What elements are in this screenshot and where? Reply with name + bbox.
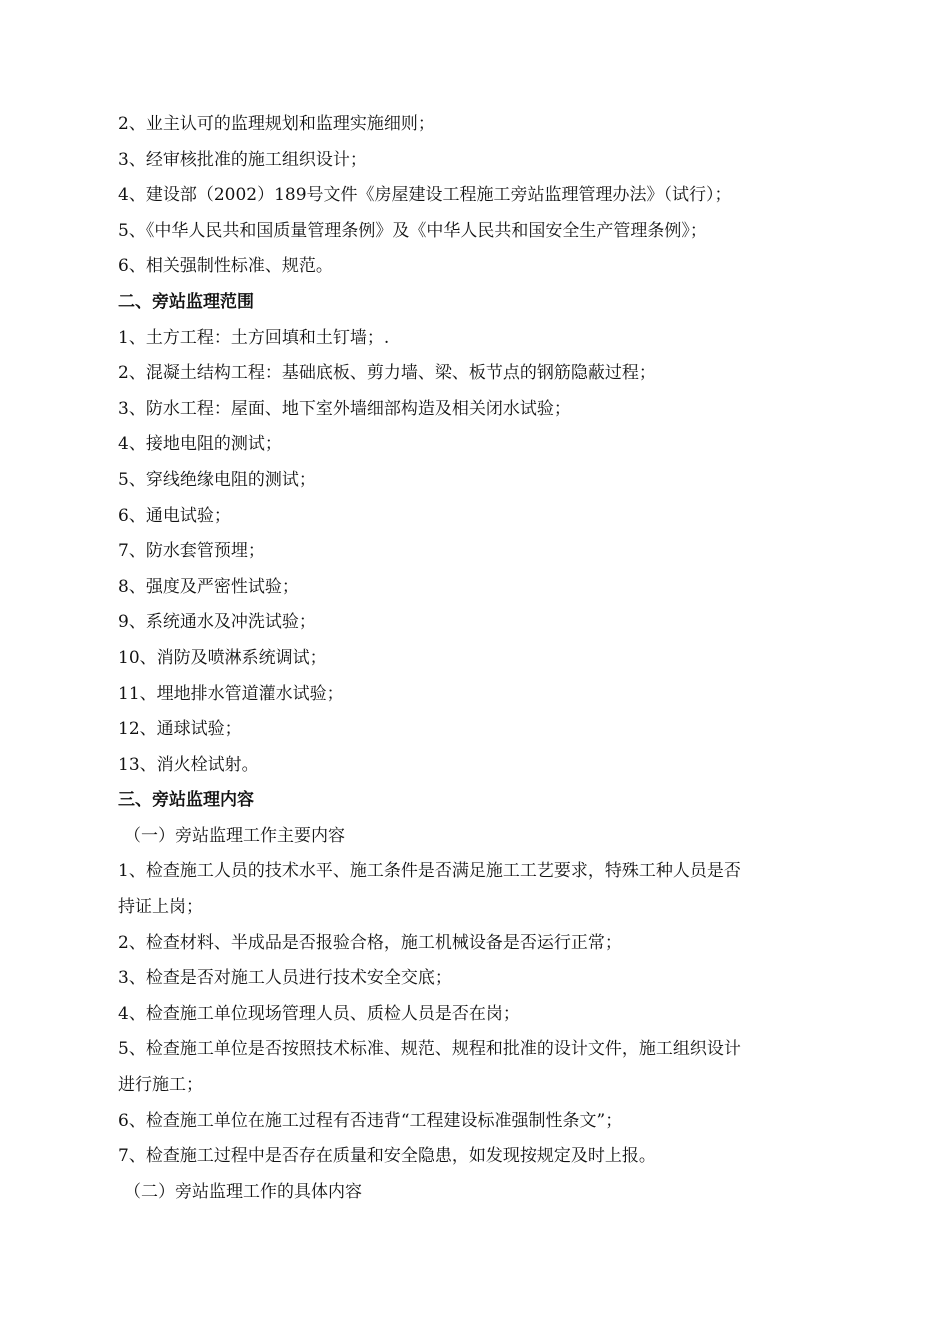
- text-line: 8、强度及严密性试验；: [118, 576, 299, 597]
- subsection-heading: （二）旁站监理工作的具体内容: [124, 1181, 362, 1202]
- text-line: 1、检查施工人员的技术水平、施工条件是否满足施工工艺要求，特殊工种人员是否: [118, 861, 741, 882]
- text-line: 11、埋地排水管道灌水试验；: [118, 683, 344, 704]
- text-line: 1、土方工程：土方回填和土钉墙；.: [118, 327, 390, 348]
- text-line: 2、混凝土结构工程：基础底板、剪力墙、梁、板节点的钢筋隐蔽过程；: [118, 363, 656, 384]
- section-heading: 二、旁站监理范围: [118, 291, 254, 312]
- text-line: 2、检查材料、半成品是否报验合格，施工机械设备是否运行正常；: [118, 932, 622, 953]
- text-line: 5、检查施工单位是否按照技术标准、规范、规程和批准的设计文件，施工组织设计: [118, 1039, 741, 1060]
- text-line: 7、防水套管预埋；: [118, 541, 265, 562]
- document-page: [118, 107, 838, 1210]
- text-line: 13、消火栓试射。: [118, 754, 259, 775]
- text-line: 6、相关强制性标准、规范。: [118, 256, 333, 277]
- text-line: 3、检查是否对施工人员进行技术安全交底；: [118, 968, 452, 989]
- text-line: 进行施工；: [118, 1075, 203, 1096]
- section-heading: 三、旁站监理内容: [118, 790, 254, 811]
- text-line: 7、检查施工过程中是否存在质量和安全隐患，如发现按规定及时上报。: [118, 1146, 656, 1167]
- text-line: 5、穿线绝缘电阻的测试；: [118, 469, 316, 490]
- text-line: 3、防水工程：屋面、地下室外墙细部构造及相关闭水试验；: [118, 398, 571, 419]
- text-line: 10、消防及喷淋系统调试；: [118, 647, 327, 668]
- text-line: 5、《中华人民共和国质量管理条例》及《中华人民共和国安全生产管理条例》；: [118, 220, 707, 241]
- text-line: 2、业主认可的监理规划和监理实施细则；: [118, 114, 435, 134]
- subsection-heading: （一）旁站监理工作主要内容: [124, 825, 345, 846]
- text-line: 3、经审核批准的施工组织设计；: [118, 149, 367, 170]
- text-line: 6、通电试验；: [118, 505, 231, 526]
- text-line: 12、通球试验；: [118, 719, 242, 740]
- text-line: 6、检查施工单位在施工过程有否违背“工程建设标准强制性条文”；: [118, 1110, 623, 1131]
- text-line: 9、系统通水及冲洗试验；: [118, 612, 316, 633]
- text-line: 4、接地电阻的测试；: [118, 434, 282, 455]
- text-line: 持证上岗；: [118, 897, 203, 918]
- text-line: 4、建设部（2002）189号文件《房屋建设工程施工旁站监理管理办法》（试行）；: [118, 185, 732, 206]
- text-line: 4、检查施工单位现场管理人员、质检人员是否在岗；: [118, 1003, 520, 1024]
